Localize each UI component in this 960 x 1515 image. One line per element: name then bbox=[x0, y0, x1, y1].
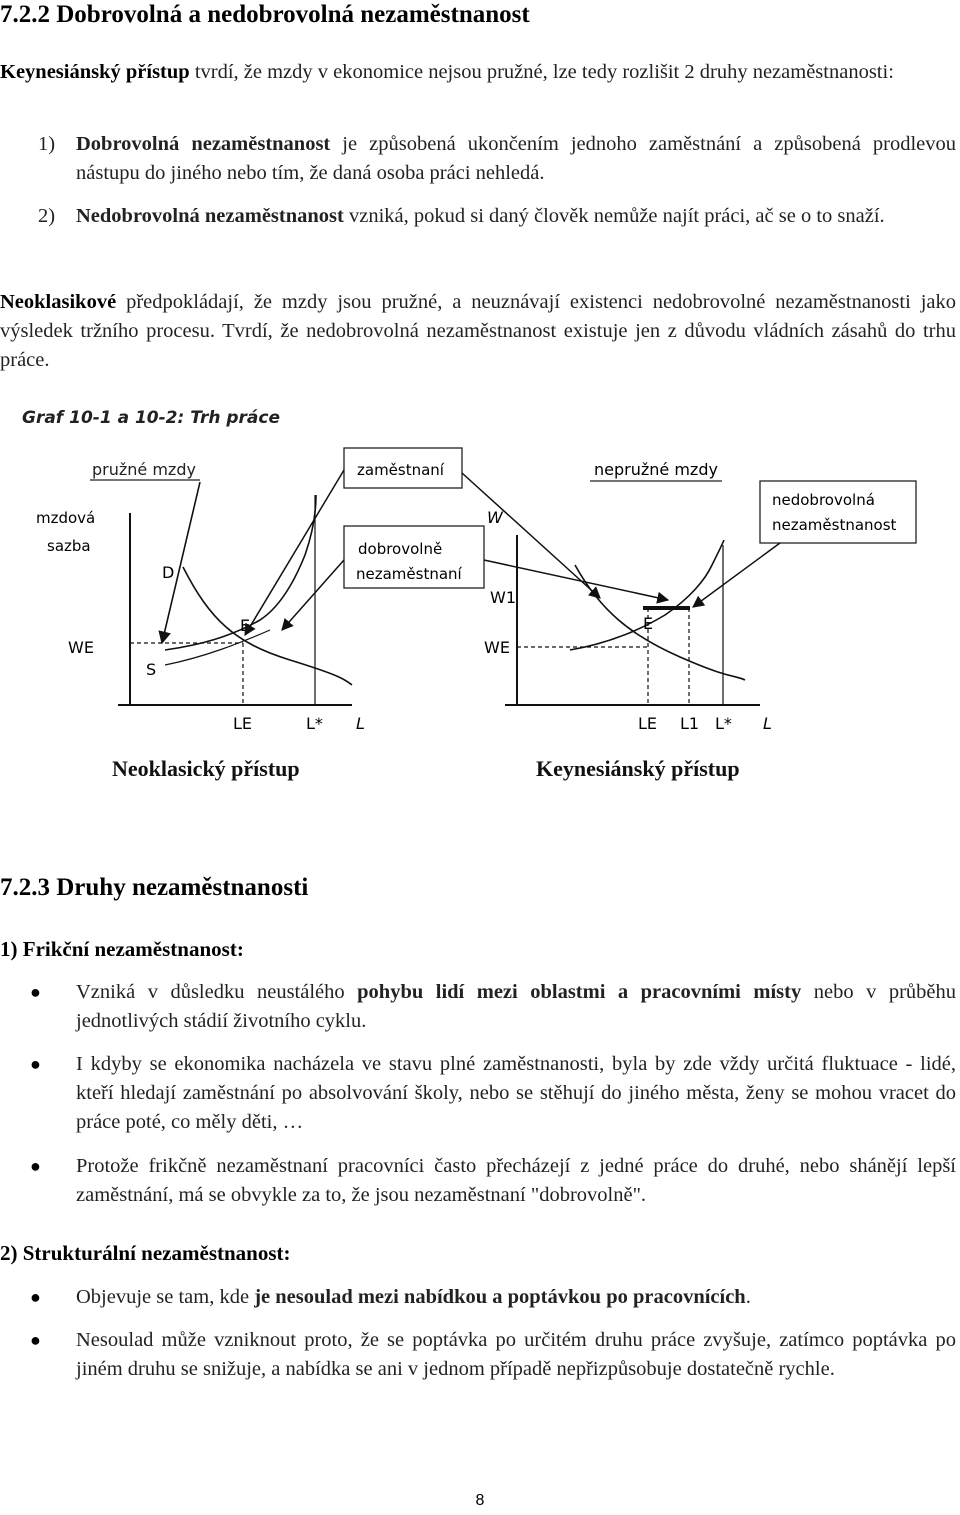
left-s-label: S bbox=[146, 660, 157, 679]
left-y-label-2: sazba bbox=[47, 537, 91, 555]
middle-box-voluntary-text-1: dobrovolně bbox=[358, 540, 443, 558]
bullet-dot: ● bbox=[30, 1156, 41, 1176]
intro-bold: Keynesiánský přístup bbox=[0, 61, 190, 83]
left-we-label: WE bbox=[68, 638, 94, 657]
left-top-label: pružné mzdy bbox=[92, 460, 196, 479]
middle-box-employed-text: zaměstnaní bbox=[357, 461, 444, 479]
right-l1-label: L1 bbox=[680, 714, 700, 733]
right-e-label: E bbox=[643, 614, 654, 633]
structural-bullet-1 bbox=[76, 1283, 956, 1312]
section-heading-722: 7.2.2 Dobrovolná a nedobrovolná nezaměstnanost bbox=[0, 1, 530, 28]
item-bold-1: Dobrovolná nezaměstnanost bbox=[76, 133, 331, 155]
frictional-bullet-2: I kdyby se ekonomika nacházela ve stavu plné zaměstnanosti, byla by zde vždy určitá fluktuace - lidé, kteří hledají zaměstnání po absolvování školy, nebo se stěhují do jiného města, ženy se mohou vracet do práce poté, co měly děti, … bbox=[76, 1053, 956, 1133]
bullet-dot: ● bbox=[30, 1054, 41, 1074]
item-text-1 bbox=[76, 130, 956, 188]
middle-arrow-employed-left bbox=[245, 470, 344, 635]
structural-bullet-2: Nesoulad může vzniknout proto, že se poptávka po určitém druhu práce zvyšuje, zatímco poptávka po jiném druhu se snižuje, a nabídka se ani v jednom případě nepřizpůsobuje dostatečně rychle. bbox=[76, 1329, 956, 1380]
right-w-label: W bbox=[487, 508, 503, 527]
figure-title: Graf 10-1 a 10-2: Trh práce bbox=[22, 408, 280, 428]
left-l-label: L bbox=[356, 714, 365, 733]
item-rest-1: je způsobená ukončením jednoho zaměstnání a způsobená prodlevou nástupu do jiného nebo tím, že daná osoba práci nehledá. bbox=[76, 133, 956, 184]
item-number-2: 2) bbox=[38, 205, 56, 227]
left-le-label: LE bbox=[233, 714, 253, 733]
frictional-bullet-3: Protože frikčně nezaměstnaní pracovníci často přecházejí z jedné práce do druhé, nebo shánějí lepší zaměstnání, má se obvykle za to, že jsou nezaměstnaní "dobrovolně". bbox=[76, 1155, 956, 1206]
neo-rest: předpokládají, že mzdy jsou pružné, a neuznávají existenci nedobrovolné nezaměstnanosti jako výsledek tržního procesu. Tvrdí, že nedobrovolná nezaměstnanost existuje jen z důvodu vládních zásahů do trhu práce. bbox=[0, 291, 956, 371]
structural-bullet-1-a: Objevuje se tam, kde bbox=[76, 1286, 255, 1308]
neoclassical-paragraph bbox=[0, 288, 956, 375]
item-rest-2: vzniká, pokud si daný člověk nemůže najít práci, ač se o to snaží. bbox=[343, 205, 885, 227]
intro-paragraph bbox=[0, 58, 956, 87]
labour-market-figure bbox=[0, 395, 960, 740]
frictional-bullet-1-a: Vzniká v důsledku neustálého bbox=[76, 981, 358, 1003]
frictional-bullet-1-c: nebo v průběhu jednotlivých stádií životního cyklu. bbox=[76, 981, 957, 1032]
right-demand-curve bbox=[575, 565, 745, 680]
left-lstar-label: L* bbox=[306, 714, 323, 733]
frictional-bullet-1 bbox=[76, 978, 956, 1036]
right-box-involuntary-text-2: nezaměstnanost bbox=[772, 516, 897, 534]
middle-box-voluntary-text-2: nezaměstnaní bbox=[356, 565, 462, 583]
bullet-dot: ● bbox=[30, 982, 41, 1002]
right-box-involuntary-text-1: nedobrovolná bbox=[772, 491, 875, 509]
caption-keynesian: Keynesiánský přístup bbox=[536, 756, 740, 781]
right-lstar-label: L* bbox=[715, 714, 732, 733]
structural-heading: 2) Strukturální nezaměstnanost: bbox=[0, 1241, 291, 1265]
item-bold-2: Nedobrovolná nezaměstnanost bbox=[76, 205, 344, 227]
frictional-bullet-1-bold: pohybu lidí mezi oblastmi a pracovními místy bbox=[357, 981, 802, 1003]
left-d-label: D bbox=[162, 563, 175, 582]
section-heading-723: 7.2.3 Druhy nezaměstnanosti bbox=[0, 874, 309, 901]
neo-bold: Neoklasikové bbox=[0, 291, 117, 313]
frictional-heading: 1) Frikční nezaměstnanost: bbox=[0, 937, 244, 961]
left-y-label-1: mzdová bbox=[36, 509, 96, 527]
structural-bullet-1-bold: je nesoulad mezi nabídkou a poptávkou po pracovnících bbox=[254, 1286, 746, 1308]
caption-neoclassical: Neoklasický přístup bbox=[112, 756, 300, 781]
right-w1-label: W1 bbox=[490, 588, 516, 607]
right-we-label: WE bbox=[484, 638, 510, 657]
left-e-label: E bbox=[240, 616, 251, 635]
structural-bullet-1-c: . bbox=[745, 1286, 751, 1308]
item-text-2 bbox=[76, 202, 956, 231]
intro-rest: tvrdí, že mzdy v ekonomice nejsou pružné, lze tedy rozlišit 2 druhy nezaměstnanosti: bbox=[189, 61, 894, 83]
right-top-label: nepružné mzdy bbox=[594, 460, 718, 479]
item-number-1: 1) bbox=[38, 133, 56, 155]
right-le-label: LE bbox=[638, 714, 658, 733]
bullet-dot: ● bbox=[30, 1330, 41, 1350]
right-l-label: L bbox=[763, 714, 772, 733]
left-demand-curve bbox=[183, 567, 352, 685]
middle-arrow-voluntary-left bbox=[282, 560, 344, 630]
bullet-dot: ● bbox=[30, 1287, 41, 1307]
page-number: 8 bbox=[475, 1492, 485, 1509]
